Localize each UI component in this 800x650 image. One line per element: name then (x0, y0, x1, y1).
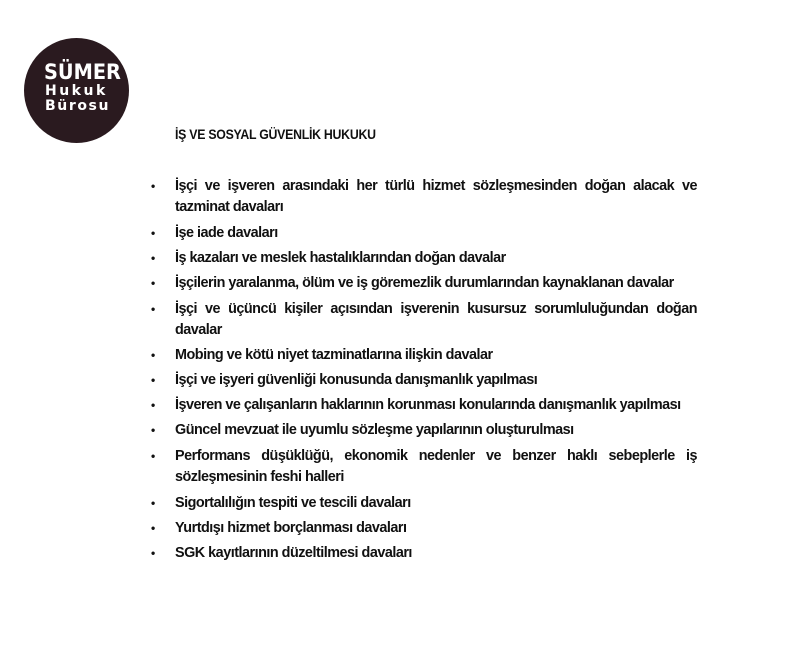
list-item-text: İş kazaları ve meslek hastalıklarından doğan davalar (175, 250, 506, 267)
logo-subtitle-hukuk: Hukuk (45, 83, 108, 99)
list-item-text: Sigortalılığın tespiti ve tescili davaları (175, 494, 411, 511)
list-item (151, 345, 697, 366)
bullet-icon: • (151, 226, 155, 240)
bullet-icon: • (151, 251, 155, 266)
bullet-icon: • (151, 423, 155, 438)
logo (24, 38, 129, 143)
bullet-icon: • (151, 398, 155, 413)
list-item (151, 518, 697, 539)
section-heading: İŞ VE SOSYAL GÜVENLİK HUKUKU (175, 126, 376, 142)
list-item (151, 493, 697, 514)
services-list (0, 176, 800, 568)
list-item (151, 273, 697, 294)
list-item-text: İşçilerin yaralanma, ölüm ve iş göremezlik durumlarından kaynaklanan davalar (175, 275, 674, 292)
list-item-text: Güncel mevzuat ile uyumlu sözleşme yapılarının oluşturulması (175, 422, 574, 439)
list-item (151, 176, 697, 218)
list-item-text: Yurtdışı hizmet borçlanması davaları (175, 519, 407, 536)
list-item (151, 223, 697, 244)
list-item-text: İşçi ve işyeri güvenliği konusunda danışmanlık yapılması (175, 371, 538, 388)
bullet-icon: • (151, 372, 155, 387)
logo-firm-name: SÜMER (44, 60, 121, 84)
list-item (151, 446, 697, 488)
list-item (151, 543, 697, 564)
list-item (151, 420, 697, 441)
logo-text (44, 62, 128, 113)
list-item-text: SGK kayıtlarının düzeltilmesi davaları (175, 544, 412, 561)
bullet-icon: • (151, 347, 155, 362)
logo-subtitle-burosu: Bürosu (45, 98, 111, 114)
list-item (151, 395, 697, 416)
bullet-icon: • (151, 276, 155, 291)
list-item-text: İşveren ve çalışanların haklarının korunması konularında danışmanlık yapılması (175, 397, 681, 414)
list-item-text: Mobing ve kötü niyet tazminatlarına ilişkin davalar (175, 346, 493, 363)
bullet-icon: • (151, 448, 155, 463)
list-item-text: İşçi ve işveren arasındaki her türlü hizmet sözleşmesinden doğan alacak ve tazminat davaları (175, 178, 697, 215)
list-item-text: İşçi ve üçüncü kişiler açısından işverenin kusursuz sorumluluğundan doğan davalar (175, 300, 697, 338)
bullet-icon: • (151, 301, 155, 316)
list-item (151, 370, 697, 391)
bullet-icon: • (151, 545, 155, 560)
list-item (151, 248, 697, 269)
bullet-icon: • (151, 495, 155, 510)
list-item-text: İşe iade davaları (175, 225, 278, 241)
bullet-icon: • (151, 179, 155, 193)
list-item-text: Performans düşüklüğü, ekonomik nedenler ve benzer haklı sebeplerle iş sözleşmesinin feshi halleri (175, 447, 697, 485)
bullet-icon: • (151, 520, 155, 535)
list-item (151, 299, 697, 341)
